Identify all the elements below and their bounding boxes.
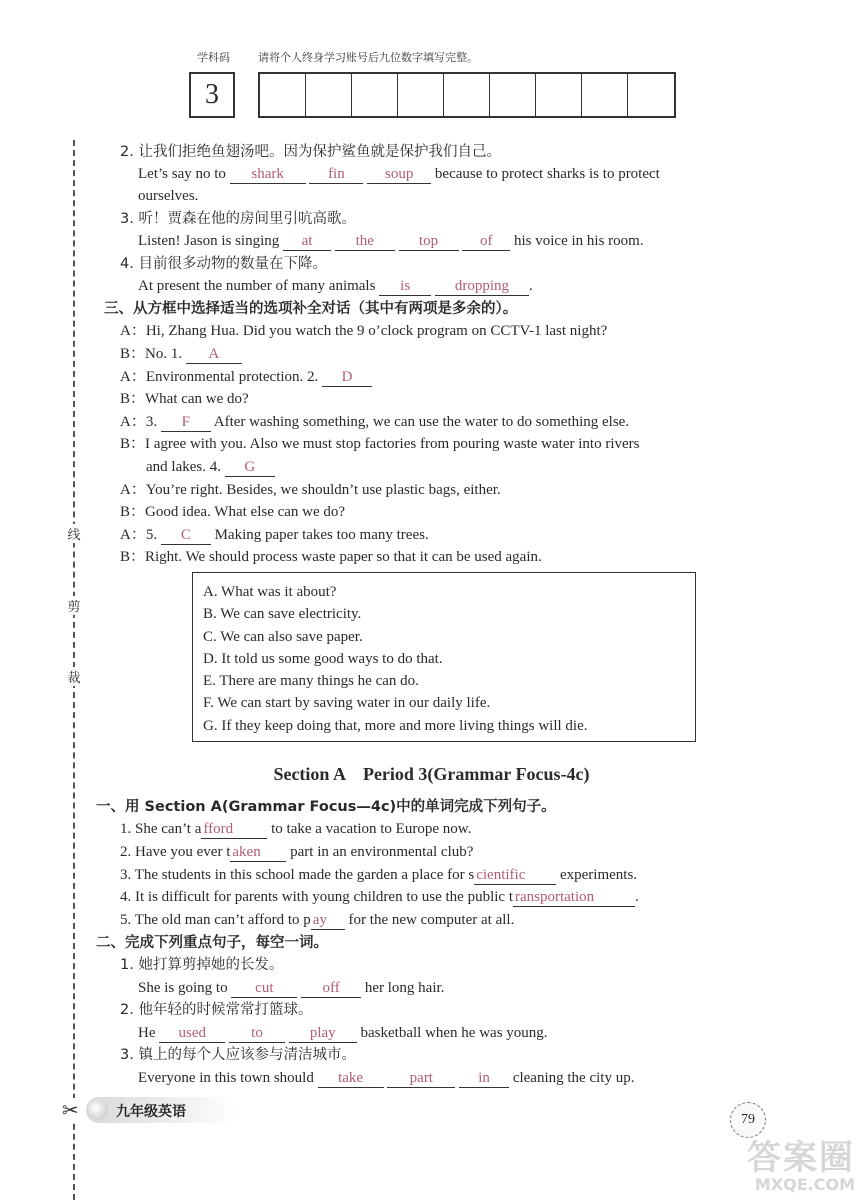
dialogue-line-8: A：You’re right. Besides, we shouldn’t use plastic bags, either. [120,482,501,498]
option-item: G. If they keep doing that, more and more living things will die. [203,717,588,734]
cut-mark-jian: 剪 [66,596,82,615]
digit-box[interactable] [352,74,398,116]
answer-blank[interactable]: at [283,232,331,251]
answer-blank[interactable]: in [459,1069,509,1088]
sec2-q3-chinese: 3. 镇上的每个人应该参与清洁城市。 [120,1047,356,1063]
dialogue-line-6: B：I agree with you. Also we must stop factories from pouring waste water into rivers [120,436,640,452]
dialogue-line-11: B：Right. We should process waste paper so that it can be used again. [120,549,542,565]
answer-blank[interactable]: fin [309,165,363,184]
dialogue-line-10: A：5. C Making paper takes too many trees. [120,527,429,543]
answer-blank[interactable]: part [387,1069,455,1088]
answer-blank[interactable]: shark [230,165,306,184]
answer-blank[interactable]: C [161,526,211,545]
answer-blank[interactable]: ransportation [513,888,635,907]
q2-english-cont: ourselves. [138,188,199,204]
option-item: B. We can save electricity. [203,606,362,623]
answer-blank[interactable]: take [318,1069,384,1088]
part3-heading: 三、从方框中选择适当的选项补全对话（其中有两项是多余的）。 [104,301,518,317]
q2-chinese: 2. 让我们拒绝鱼翅汤吧。因为保护鲨鱼就是保护我们自己。 [120,144,501,160]
sec2-heading: 二、完成下列重点句子，每空一词。 [96,935,328,951]
option-item: D. It told us some good ways to do that. [203,650,443,667]
sec1-sentence-4: 4. It is difficult for parents with young children to use the public t ransportation . [120,889,639,905]
section-title: Section A Period 3(Grammar Focus-4c) [273,764,590,784]
digit-box[interactable] [582,74,628,116]
account-number-boxes [258,72,676,118]
cut-mark-cai: 裁 [66,667,82,686]
account-instruction: 请将个人终身学习账号后九位数字填写完整。 [258,51,478,64]
book-title: 九年级英语 [116,1104,186,1120]
answer-blank[interactable]: F [161,413,211,432]
answer-blank[interactable]: ay [311,911,345,930]
digit-box[interactable] [260,74,306,116]
sec2-q2-english: He used to play basketball when he was young. [138,1025,548,1041]
q3-english: Listen! Jason is singing at the top of his voice in his room. [138,233,644,249]
sec1-heading: 一、用 Section A(Grammar Focus—4c)中的单词完成下列句子。 [96,799,556,815]
dialogue-line-9: B：Good idea. What else can we do? [120,504,346,520]
subject-code-label: 学科码 [197,51,230,64]
answer-blank[interactable]: of [462,232,510,251]
option-item: F. We can start by saving water in our daily life. [203,695,491,712]
watermark-logo: 答案圈 MXQE.COM [747,1138,855,1194]
option-item: A. What was it about? [203,584,337,600]
answer-blank[interactable]: dropping [435,277,529,296]
answer-blank[interactable]: top [399,232,459,251]
sec2-q3-english: Everyone in this town should take part in cleaning the city up. [138,1070,635,1086]
option-item: E. There are many things he can do. [203,673,419,690]
sec1-sentence-5: 5. The old man can’t afford to p ay for the new computer at all. [120,912,515,928]
q3-chinese: 3. 听！贾森在他的房间里引吭高歌。 [120,211,356,227]
subject-code-box: 3 [189,72,235,118]
dialogue-line-5: A：3. F After washing something, we can use the water to do something else. [120,414,630,430]
dialogue-line-3: A：Environmental protection. 2. D [120,367,372,387]
answer-blank[interactable]: cut [231,979,297,998]
footer-badge-icon [88,1100,108,1120]
sec2-q1-chinese: 1. 她打算剪掉她的长发。 [120,957,284,973]
digit-box[interactable] [398,74,444,116]
q4-chinese: 4. 目前很多动物的数量在下降。 [120,256,327,272]
sec2-q1-english: She is going to cut off her long hair. [138,980,445,996]
cut-mark-xian: 线 [66,524,82,543]
answer-blank[interactable]: D [322,368,372,387]
answer-blank[interactable]: is [379,277,431,296]
q4-english: At present the number of many animals is dropping . [138,278,533,294]
answer-blank[interactable]: to [229,1024,285,1043]
sec1-sentence-3: 3. The students in this school made the garden a place for s cientific experiments. [120,867,638,883]
sec2-q2-chinese: 2. 他年轻的时候常常打篮球。 [120,1002,313,1018]
sec1-sentence-1: 1. She can’t a fford to take a vacation to Europe now. [120,821,472,837]
q2-english: Let’s say no to shark fin soup because to protect sharks is to protect [138,166,660,182]
dialogue-line-2: B：No. 1. A [120,344,242,364]
answer-blank[interactable]: soup [367,165,431,184]
sec1-sentence-2: 2. Have you ever t aken part in an environmental club? [120,844,474,860]
digit-box[interactable] [306,74,352,116]
options-box [192,572,696,742]
digit-box[interactable] [536,74,582,116]
dialogue-line-1: A：Hi, Zhang Hua. Did you watch the 9 o’clock program on CCTV-1 last night? [120,323,608,339]
dialogue-line-7: and lakes. 4. G [146,457,275,477]
dialogue-line-4: B：What can we do? [120,391,249,407]
answer-blank[interactable]: cientific [474,866,556,885]
digit-box[interactable] [628,74,674,116]
digit-box[interactable] [490,74,536,116]
answer-blank[interactable]: the [335,232,395,251]
digit-box[interactable] [444,74,490,116]
answer-blank[interactable]: A [186,345,242,364]
answer-blank[interactable]: play [289,1024,357,1043]
option-item: C. We can also save paper. [203,628,363,645]
answer-blank[interactable]: fford [201,820,267,839]
scissors-icon: ✂ [62,1098,79,1122]
answer-blank[interactable]: used [159,1024,225,1043]
answer-blank[interactable]: off [301,979,361,998]
answer-blank[interactable]: G [225,458,275,477]
page-number: 79 [730,1102,766,1138]
answer-blank[interactable]: aken [230,843,286,862]
